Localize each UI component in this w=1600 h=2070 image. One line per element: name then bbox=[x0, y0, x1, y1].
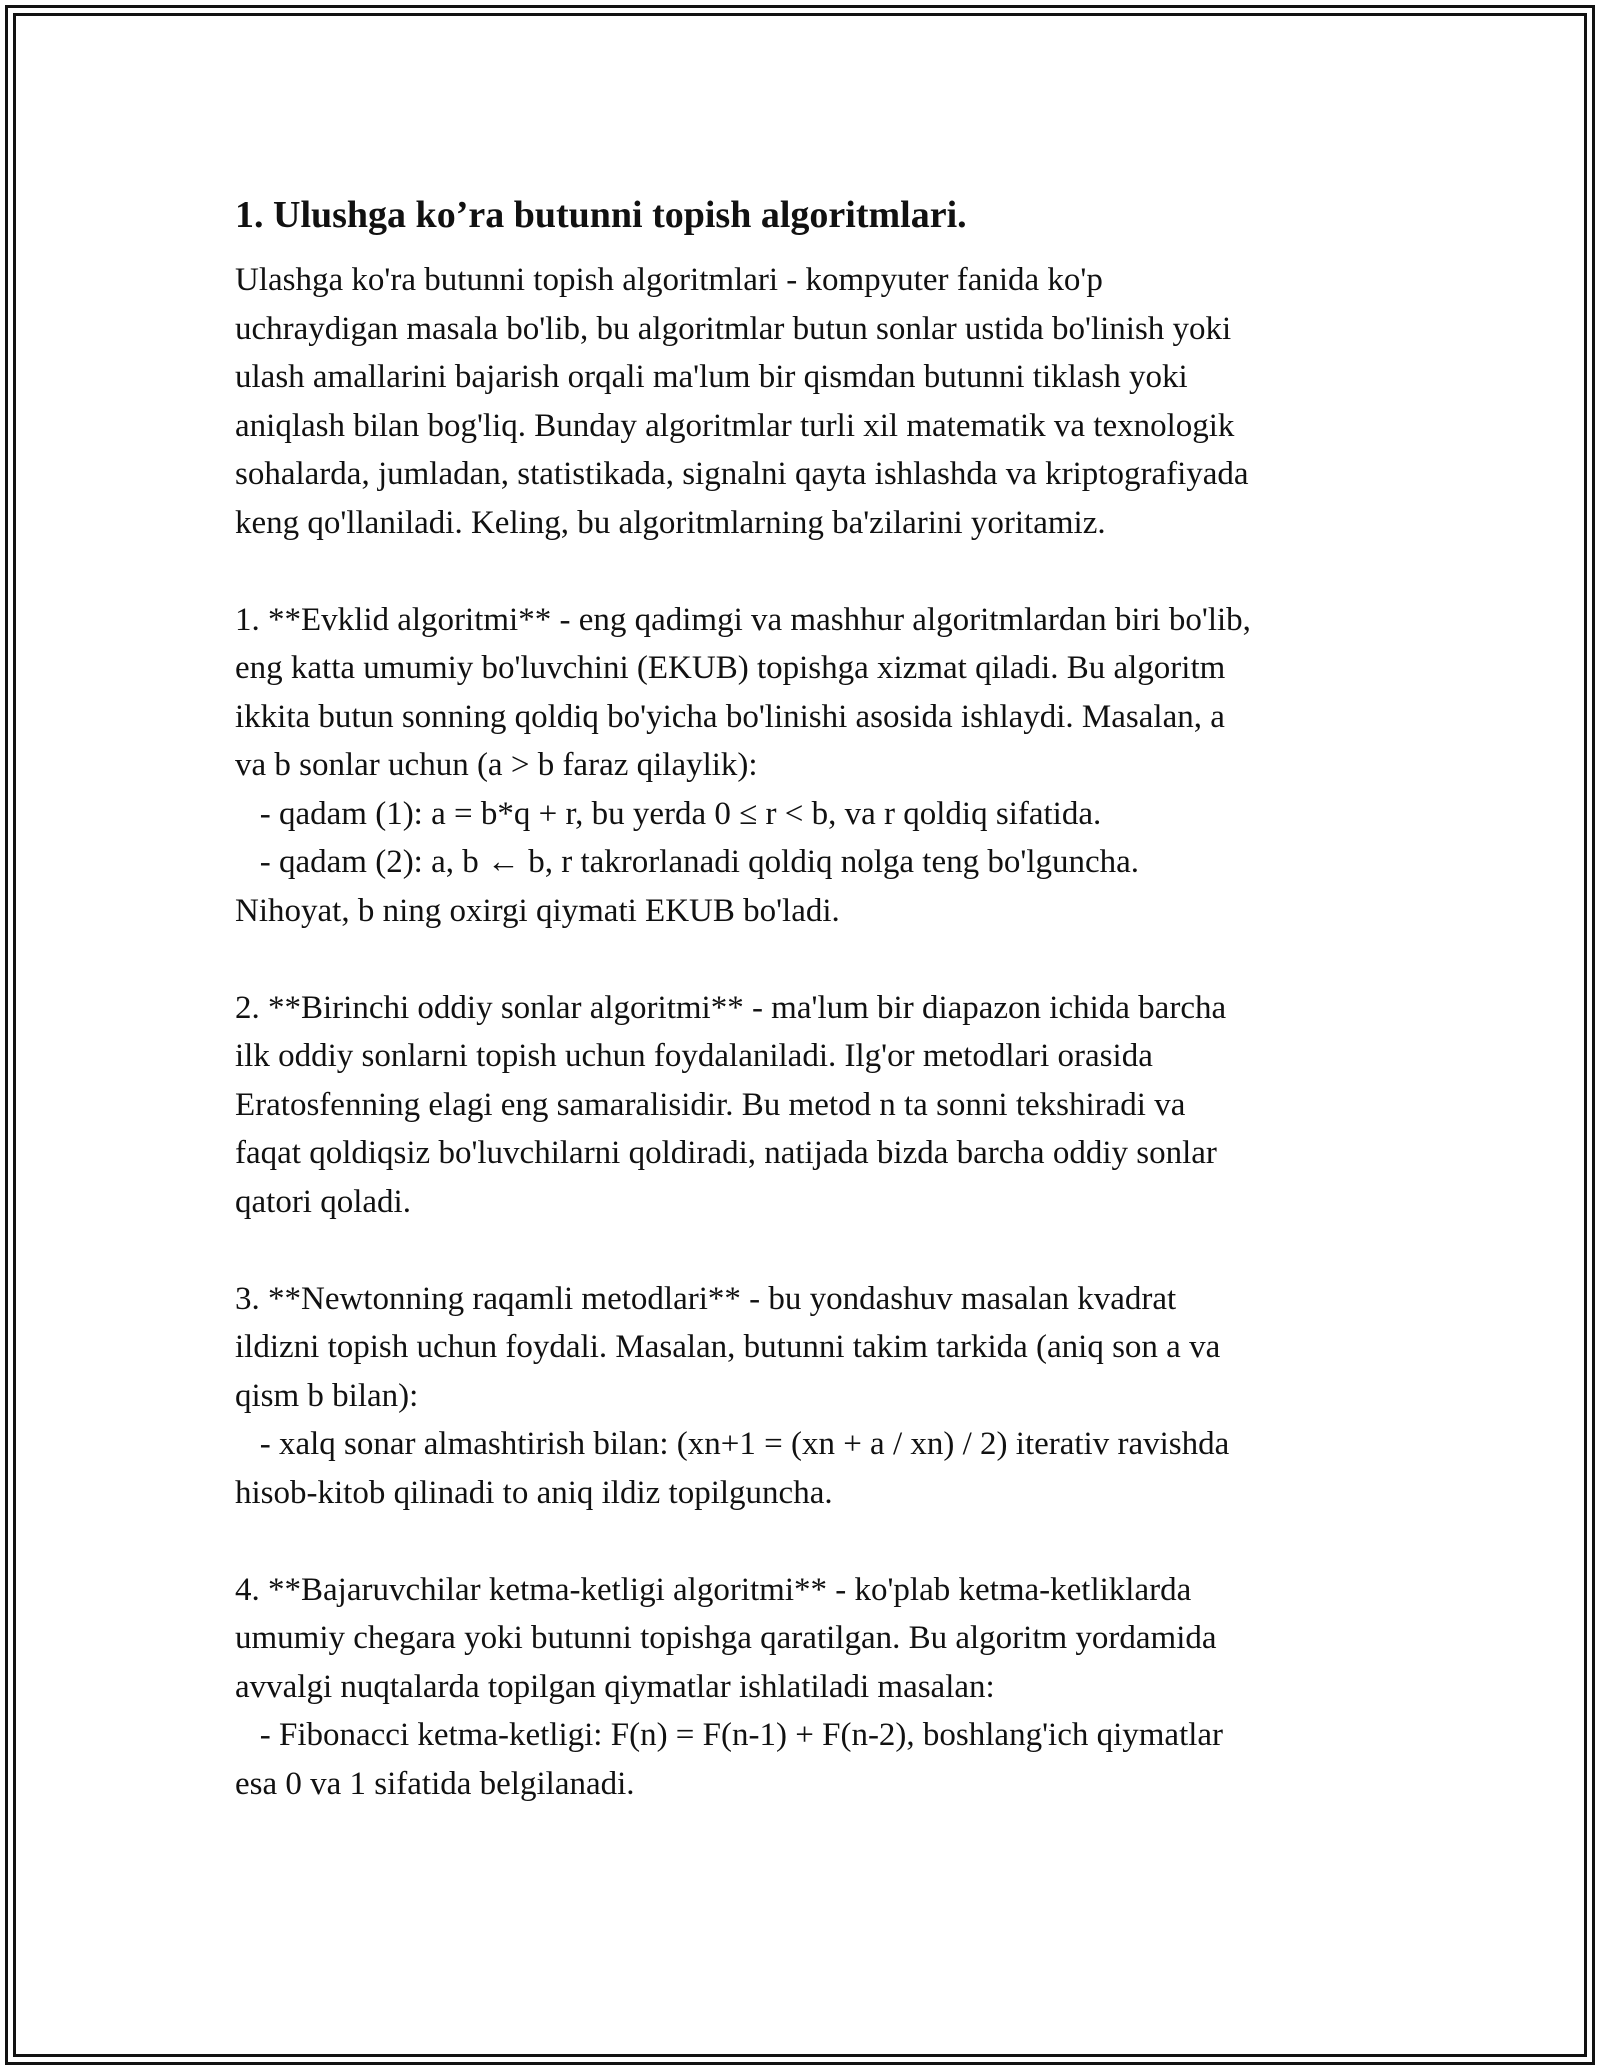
text-line: 2. **Birinchi oddiy sonlar algoritmi** - ma'lum bir diapazon ichida barcha bbox=[235, 989, 1227, 1026]
text-line: esa 0 va 1 sifatida belgilanadi. bbox=[235, 1765, 635, 1802]
text-line: ikkita butun sonning qoldiq bo'yicha bo'linishi asosida ishlaydi. Masalan, a bbox=[235, 698, 1225, 735]
text-line: faqat qoldiqsiz bo'luvchilarni qoldiradi, natijada bizda barcha oddiy sonlar bbox=[235, 1135, 1217, 1171]
text-line: sohalarda, jumladan, statistikada, signalni qayta ishlashda va kriptografiyada bbox=[235, 456, 1249, 492]
text-line: - xalq sonar almashtirish bilan: (xn+1 = (xn + a / xn) / 2) iterativ ravishda bbox=[235, 1426, 1230, 1462]
text-line: - qadam (2): a, b ← b, r takrorlanadi qoldiq nolga teng bo'lguncha. bbox=[235, 844, 1140, 880]
text-line: 3. **Newtonning raqamli metodlari** - bu yondashuv masalan kvadrat bbox=[235, 1280, 1177, 1317]
text-line: ulash amallarini bajarish orqali ma'lum bir qismdan butunni tiklash yoki bbox=[235, 359, 1188, 395]
text-line: - qadam (1): a = b*q + r, bu yerda 0 ≤ r < b, va r qoldiq sifatida. bbox=[235, 795, 1102, 832]
text-line: va b sonlar uchun (a > b faraz qilaylik): bbox=[235, 747, 758, 783]
text-line bbox=[235, 1226, 1375, 1275]
text-line: uchraydigan masala bo'lib, bu algoritmlar butun sonlar ustida bo'linish yoki bbox=[235, 310, 1232, 347]
body-text bbox=[235, 256, 1375, 1808]
text-line: keng qo'llaniladi. Keling, bu algoritmlarning ba'zilarini yoritamiz. bbox=[235, 504, 1106, 541]
text-line bbox=[235, 1517, 1375, 1566]
text-line: qatori qoladi. bbox=[235, 1183, 411, 1220]
text-line: Nihoyat, b ning oxirgi qiymati EKUB bo'ladi. bbox=[235, 892, 840, 929]
text-line: hisob-kitob qilinadi to aniq ildiz topilguncha. bbox=[235, 1474, 833, 1511]
text-line bbox=[235, 935, 1375, 984]
section-heading: 1. Ulushga ko’ra butunni topish algoritmlari. bbox=[235, 194, 967, 236]
text-line: ildizni topish uchun foydali. Masalan, butunni takim tarkida (aniq son a va bbox=[235, 1329, 1221, 1365]
text-line: qism b bilan): bbox=[235, 1377, 419, 1414]
text-line: Eratosfenning elagi eng samaralisidir. Bu metod n ta sonni tekshiradi va bbox=[235, 1086, 1186, 1123]
text-line: avvalgi nuqtalarda topilgan qiymatlar ishlatiladi masalan: bbox=[235, 1668, 995, 1705]
text-line: 1. **Evklid algoritmi** - eng qadimgi va mashhur algoritmlardan biri bo'lib, bbox=[235, 601, 1251, 638]
text-line: eng katta umumiy bo'luvchini (EKUB) topishga xizmat qiladi. Bu algoritm bbox=[235, 650, 1226, 686]
document-body bbox=[235, 186, 1375, 1808]
text-line: ilk oddiy sonlarni topish uchun foydalaniladi. Ilg'or metodlari orasida bbox=[235, 1038, 1153, 1074]
text-line: aniqlash bilan bog'liq. Bunday algoritmlar turli xil matematik va texnologik bbox=[235, 407, 1235, 444]
text-line bbox=[235, 547, 1375, 596]
text-line: 4. **Bajaruvchilar ketma-ketligi algoritmi** - ko'plab ketma-ketliklarda bbox=[235, 1571, 1192, 1608]
text-line: umumiy chegara yoki butunni topishga qaratilgan. Bu algoritm yordamida bbox=[235, 1620, 1217, 1656]
text-line: Ulashga ko'ra butunni topish algoritmlari - kompyuter fanida ko'p bbox=[235, 262, 1103, 298]
text-line: - Fibonacci ketma-ketligi: F(n) = F(n-1) + F(n-2), boshlang'ich qiymatlar bbox=[235, 1717, 1224, 1753]
